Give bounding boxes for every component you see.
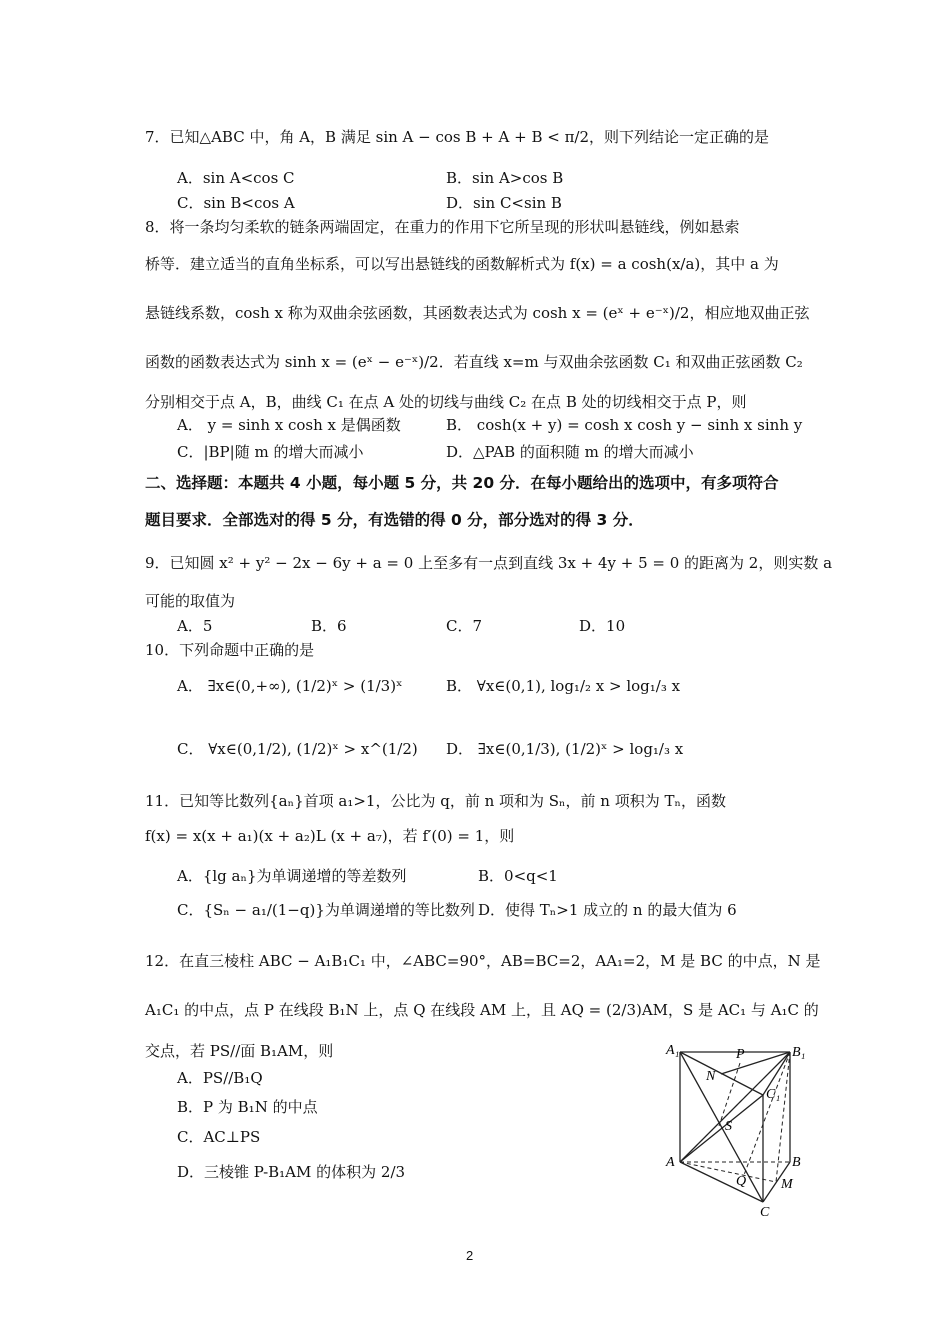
q7-option-a: A．sin A<cos C: [177, 169, 295, 187]
prism-figure: [660, 1040, 820, 1220]
q10-option-a: A． ∃x∈(0,+∞), (1/2)ˣ > (1/3)ˣ: [177, 677, 403, 695]
q12-option-c: C．AC⊥PS: [177, 1128, 261, 1146]
label-b: B: [792, 1155, 801, 1170]
page-number: 2: [466, 1248, 474, 1263]
q11-line-2: f(x) = x(x + a₁)(x + a₂)L (x + a₇)，若 f′(0) = 1，则: [145, 827, 515, 845]
q7-option-b: B．sin A>cos B: [446, 169, 564, 187]
label-q: Q: [736, 1174, 747, 1189]
q11-line-1: 11．已知等比数列{aₙ}首项 a₁>1，公比为 q，前 n 项和为 Sₙ，前 n 项积为 Tₙ，函数: [145, 792, 727, 810]
q9-option-c: C．7: [446, 617, 483, 635]
label-m: M: [781, 1177, 793, 1192]
q9-option-d: D．10: [579, 617, 626, 635]
q12-line-3: 交点，若 PS//面 B₁AM，则: [145, 1042, 334, 1060]
q10-option-b: B． ∀x∈(0,1), log₁/₂ x > log₁/₃ x: [446, 677, 681, 695]
label-p: P: [736, 1047, 745, 1062]
q8-line-2: 桥等．建立适当的直角坐标系，可以写出悬链线的函数解析式为 f(x) = a cosh(x/a)，其中 a 为: [145, 255, 779, 273]
section-2-heading-line-2: 题目要求．全部选对的得 5 分，有选错的得 0 分，部分选对的得 3 分．: [145, 511, 644, 529]
q10-stem: 10．下列命题中正确的是: [145, 641, 315, 659]
label-a1: A₁: [666, 1043, 680, 1058]
q8-line-1: 8．将一条均匀柔软的链条两端固定，在重力的作用下它所呈现的形状叫悬链线，例如悬索: [145, 218, 740, 236]
q12-line-1: 12．在直三棱柱 ABC − A₁B₁C₁ 中，∠ABC=90°，AB=BC=2，AA₁=2，M 是 BC 的中点，N 是: [145, 952, 821, 970]
label-c: C: [760, 1205, 770, 1220]
q8-option-a: A． y = sinh x cosh x 是偶函数: [177, 416, 401, 434]
q11-option-b: B．0<q<1: [478, 867, 558, 885]
q10-option-c: C． ∀x∈(0,1/2), (1/2)ˣ > x^(1/2): [177, 740, 418, 758]
label-s: S: [725, 1119, 732, 1134]
q12-option-d: D．三棱锥 P-B₁AM 的体积为 2/3: [177, 1163, 406, 1181]
q8-option-b: B． cosh(x + y) = cosh x cosh y − sinh x sinh y: [446, 416, 803, 434]
q8-option-c: C．|BP|随 m 的增大而减小: [177, 443, 364, 461]
label-a: A: [666, 1155, 675, 1170]
q9-line-1: 9．已知圆 x² + y² − 2x − 6y + a = 0 上至多有一点到直线 3x + 4y + 5 = 0 的距离为 2，则实数 a: [145, 554, 833, 572]
q12-line-2: A₁C₁ 的中点，点 P 在线段 B₁N 上，点 Q 在线段 AM 上，且 AQ = (2/3)AM，S 是 AC₁ 与 A₁C 的: [145, 1001, 819, 1019]
label-n: N: [706, 1069, 716, 1084]
q8-option-d: D．△PAB 的面积随 m 的增大而减小: [446, 443, 694, 461]
label-c1: C₁: [766, 1087, 781, 1102]
q12-option-a: A．PS//B₁Q: [177, 1069, 263, 1087]
q11-option-d: D．使得 Tₙ>1 成立的 n 的最大值为 6: [478, 901, 737, 919]
q8-line-4: 函数的函数表达式为 sinh x = (eˣ − e⁻ˣ)/2．若直线 x=m 与双曲余弦函数 C₁ 和双曲正弦函数 C₂: [145, 353, 803, 371]
q7-option-d: D．sin C<sin B: [446, 194, 562, 212]
q10-option-d: D． ∃x∈(0,1/3), (1/2)ˣ > log₁/₃ x: [446, 740, 684, 758]
q9-line-2: 可能的取值为: [145, 592, 236, 610]
q9-option-b: B．6: [311, 617, 347, 635]
q9-option-a: A．5: [177, 617, 213, 635]
q12-option-b: B．P 为 B₁N 的中点: [177, 1098, 318, 1116]
q11-option-a: A．{lg aₙ}为单调递增的等差数列: [177, 867, 407, 885]
q11-option-c: C．{Sₙ − a₁/(1−q)}为单调递增的等比数列: [177, 901, 475, 919]
q8-line-3: 悬链线系数，cosh x 称为双曲余弦函数，其函数表达式为 cosh x = (eˣ + e⁻ˣ)/2，相应地双曲正弦: [145, 304, 810, 322]
label-b1: B₁: [792, 1045, 806, 1060]
q7-option-c: C．sin B<cos A: [177, 194, 295, 212]
section-2-heading-line-1: 二、选择题：本题共 4 小题，每小题 5 分，共 20 分．在每小题给出的选项中，有多项符合: [145, 474, 779, 492]
q8-line-5: 分别相交于点 A，B，曲线 C₁ 在点 A 处的切线与曲线 C₂ 在点 B 处的切线相交于点 P，则: [145, 393, 747, 411]
q7-stem: 7．已知△ABC 中，角 A，B 满足 sin A − cos B + A + B < π/2，则下列结论一定正确的是: [145, 128, 770, 146]
